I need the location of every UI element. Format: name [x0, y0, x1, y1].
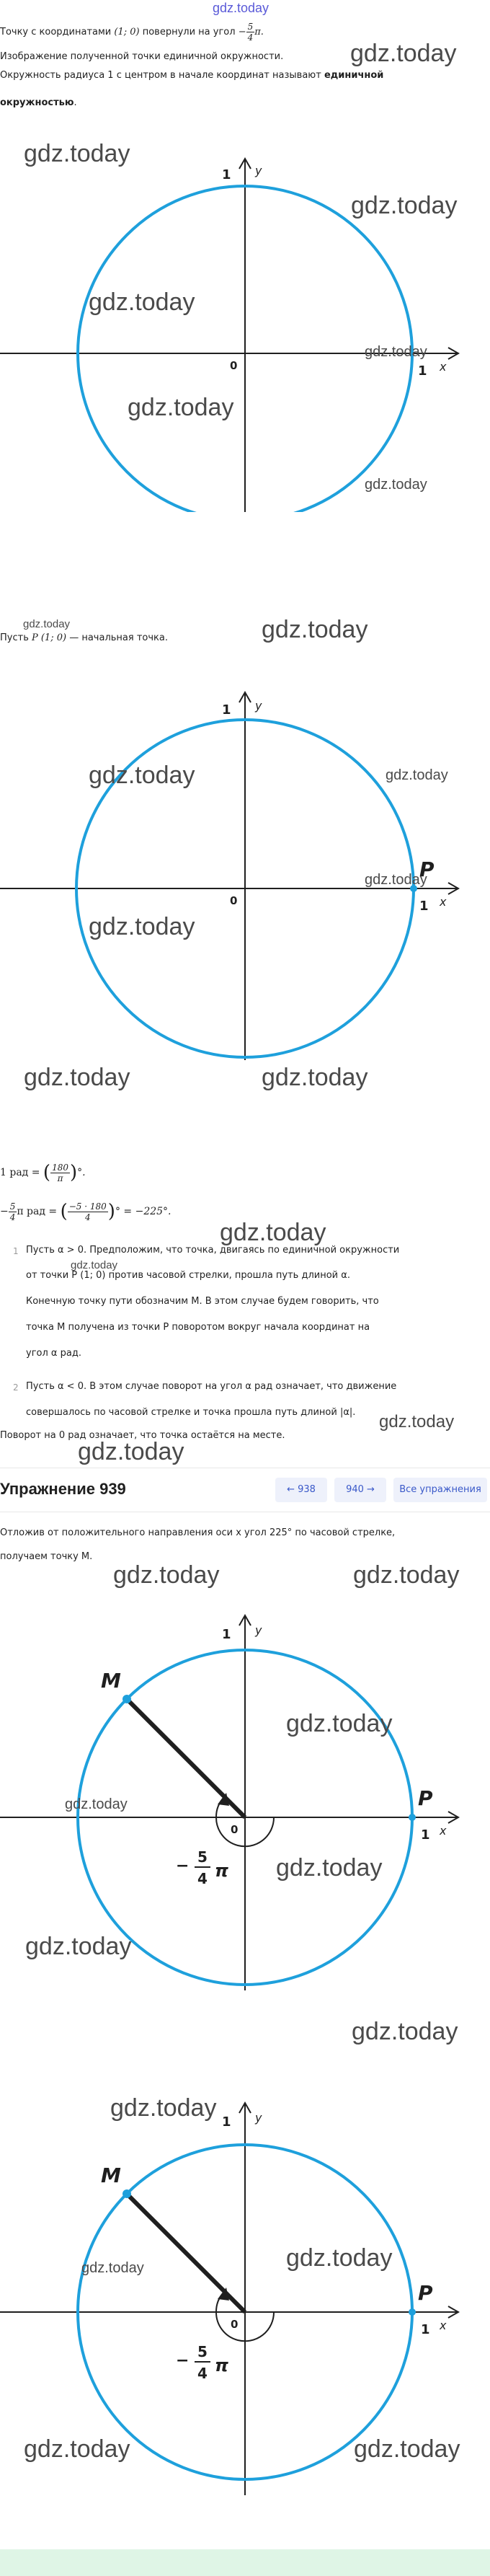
y-one-label: 1 [222, 2114, 231, 2130]
watermark: gdz.today [354, 2435, 460, 2463]
next-exercise-button[interactable]: 940 → [334, 1478, 386, 1502]
watermark: gdz.today [113, 1561, 220, 1589]
angle-numerator: 5 [197, 2343, 208, 2360]
list-item-1-line-2: от точки P (1; 0) против часовой стрелки, прошла путь длиной α. [26, 1270, 350, 1281]
x-one-label: 1 [418, 363, 427, 379]
intro-fraction: $\frac{5}{4}$ [247, 22, 254, 43]
origin-label: 0 [231, 2318, 239, 2331]
x-axis-label: x [440, 1824, 447, 1838]
watermark: gdz.today [365, 477, 427, 493]
watermark: gdz.today [350, 40, 457, 67]
watermark: gdz.today [379, 1412, 455, 1432]
intro-point: (1; 0) [114, 27, 140, 38]
angle-pi: π [215, 2355, 228, 2376]
formula-fraction-2: $\frac{5}{4}$ [9, 1201, 16, 1222]
y-axis-label: y [255, 699, 262, 713]
prev-exercise-button[interactable]: ← 938 [275, 1478, 327, 1502]
intro-pi: π. [254, 27, 264, 38]
point-m-label: M [101, 1669, 121, 1693]
intro-line-3: Окружность радиуса 1 с центром в начале координат называют единичной [0, 70, 384, 81]
x-one-label: 1 [421, 2322, 430, 2337]
unit-circle-figure-4 [0, 2077, 490, 2495]
footer-bar [0, 2549, 490, 2576]
watermark: gdz.today [110, 2094, 217, 2122]
point-p-marker [409, 1814, 416, 1821]
watermark: gdz.today [353, 1561, 460, 1589]
step2-point: P (1; 0) [31, 632, 67, 643]
origin-label: 0 [230, 359, 238, 372]
watermark: gdz.today [24, 140, 130, 167]
x-axis-label: x [440, 895, 447, 909]
formula-fraction-1: $\frac{180}{\pi}$ [52, 1162, 68, 1183]
list-item-1-line-4: точка M получена из точки P поворотом вокруг начала координат на [26, 1322, 370, 1333]
x-one-label: 1 [419, 899, 429, 914]
final-line-1: Отложив от положительного направления оси x угол 225° по часовой стрелке, [0, 1527, 396, 1538]
unit-circle-figure-3 [0, 1587, 490, 1990]
watermark: gdz.today [286, 2244, 393, 2272]
angle-denominator: 4 [197, 1870, 208, 1887]
exercise-title: Упражнение 939 [0, 1480, 126, 1498]
intro-line-4: окружностью. [0, 97, 77, 108]
point-p-marker [409, 2308, 416, 2316]
watermark: gdz.today [78, 1438, 184, 1465]
intro-line-1 [0, 22, 264, 43]
watermark: gdz.today [128, 394, 234, 421]
intro-sign: − [238, 27, 246, 38]
watermark: gdz.today [89, 913, 195, 940]
list-item-2-line-2: совершалось по часовой стрелке и точка прошла путь длиной |α|. [26, 1407, 356, 1418]
watermark: gdz.today [351, 192, 458, 219]
exercise-nav-bar [0, 1468, 490, 1512]
watermark: gdz.today [262, 1064, 368, 1091]
x-one-label: 1 [421, 1827, 430, 1843]
y-axis-label: y [255, 2111, 262, 2125]
intro-text-b: повернули на угол [139, 27, 239, 38]
unit-circle-figure-2 [0, 656, 490, 1060]
watermark: gdz.today [276, 1854, 383, 1882]
watermark: gdz.today [220, 1219, 326, 1246]
watermark: gdz.today [23, 618, 71, 630]
watermark: gdz.today [25, 1933, 132, 1960]
point-m-label: M [101, 2163, 121, 2187]
step2-line: Пусть P (1; 0) — начальная точка. [0, 632, 168, 643]
origin-label: 0 [230, 894, 238, 907]
angle-numerator: 5 [197, 1848, 208, 1866]
x-axis-label: x [440, 360, 447, 374]
watermark: gdz.today [365, 872, 427, 888]
watermark: gdz.today [89, 288, 195, 316]
list-item-1-line-5: угол α рад. [26, 1348, 81, 1359]
watermark: gdz.today [71, 1259, 118, 1271]
list-item-1-number: 1 [13, 1246, 19, 1256]
watermark: gdz.today [286, 1710, 393, 1737]
watermark: gdz.today [24, 1064, 130, 1091]
intro-line-2: Изображение полученной точки единичной окружности. [0, 51, 284, 62]
list-item-2-line-1: Пусть α < 0. В этом случае поворот на угол α рад означает, что движение [26, 1381, 397, 1392]
formula-line-2: − $\frac{5}{4}$ π рад = ( $\frac{-5 \cdot 180}{4}$ )° = −225°. [0, 1201, 172, 1222]
point-p-label: P [418, 2281, 433, 2305]
watermark: gdz.today [386, 767, 448, 783]
formula-fraction-3: $\frac{-5 \cdot 180}{4}$ [68, 1201, 107, 1222]
watermark: gdz.today [352, 2018, 458, 2045]
point-m-marker [122, 1695, 131, 1703]
unit-circle-figure-1 [0, 130, 490, 512]
watermark-top: gdz.today [213, 1, 270, 15]
formula-line-1: 1 рад = ( $\frac{180}{\pi}$ )°. [0, 1162, 86, 1183]
angle-denominator: 4 [197, 2365, 208, 2382]
watermark: gdz.today [89, 762, 195, 789]
list-item-1-line-1: Пусть α > 0. Предположим, что точка, двигаясь по единичной окружности [26, 1245, 400, 1256]
y-one-label: 1 [222, 702, 231, 718]
watermark: gdz.today [24, 2435, 130, 2463]
y-one-label: 1 [222, 167, 231, 182]
point-p-label: P [419, 857, 435, 881]
angle-sign: − [176, 1857, 190, 1875]
y-axis-label: y [255, 1623, 262, 1637]
point-p-label: P [418, 1786, 433, 1810]
angle-sign: − [176, 2352, 190, 2370]
x-axis-label: x [440, 2319, 447, 2332]
list-item-2-number: 2 [13, 1382, 19, 1393]
intro-text: Точку с координатами [0, 27, 115, 38]
all-exercises-button[interactable]: Все упражнения [393, 1478, 487, 1502]
watermark: gdz.today [81, 2260, 144, 2276]
watermark: gdz.today [262, 616, 368, 643]
y-one-label: 1 [222, 1627, 231, 1642]
angle-pi: π [215, 1861, 228, 1881]
final-line-2: получаем точку M. [0, 1551, 93, 1562]
watermark: gdz.today [365, 344, 427, 360]
watermark: gdz.today [65, 1796, 128, 1812]
list-item-1-line-3: Конечную точку пути обозначим M. В этом случае будем говорить, что [26, 1296, 379, 1307]
y-axis-label: y [255, 164, 262, 177]
point-m-marker [122, 2189, 131, 2198]
zero-rotation-note: Поворот на 0 рад означает, что точка остаётся на месте. [0, 1430, 285, 1441]
origin-label: 0 [231, 1823, 239, 1836]
